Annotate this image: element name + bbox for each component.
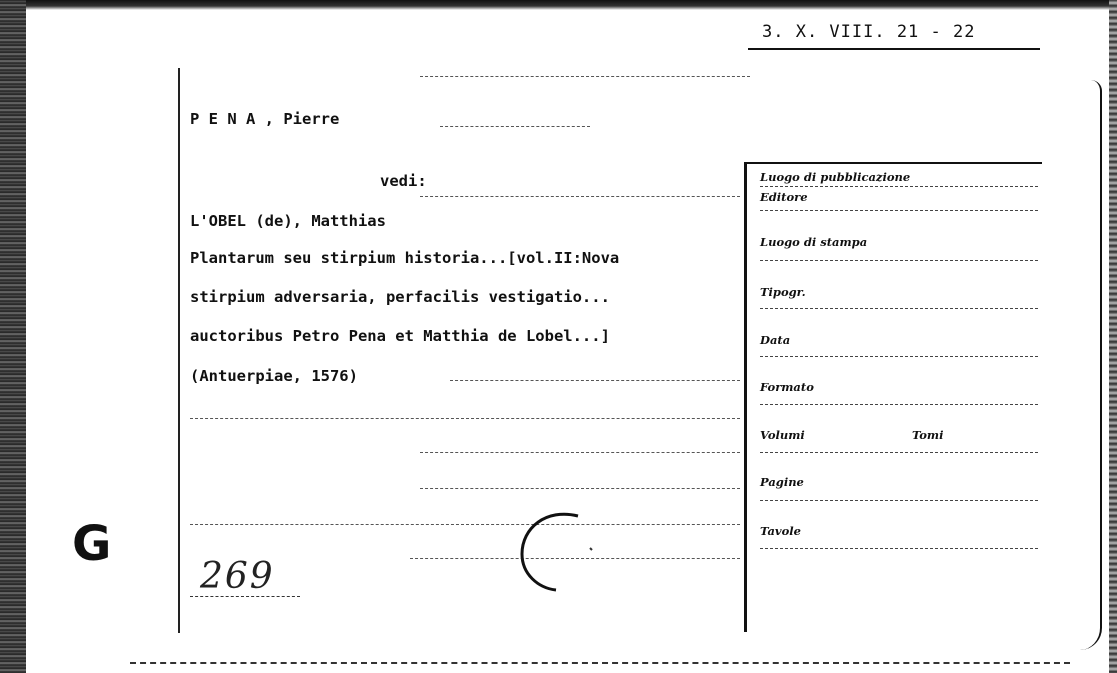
bottom-edge-dots xyxy=(130,662,1070,664)
main-heading: P E N A , Pierre xyxy=(190,110,340,128)
scan-left-edge xyxy=(0,0,26,673)
dotted-guide xyxy=(420,452,740,453)
scan-top-edge xyxy=(0,0,1117,10)
field-label-tipografo: Tipogr. xyxy=(760,285,806,299)
field-label-tomi: Tomi xyxy=(912,428,944,442)
see-also-label: vedi: xyxy=(380,172,427,190)
left-margin-rule xyxy=(178,68,180,633)
dotted-guide xyxy=(450,380,740,381)
section-letter: G xyxy=(72,516,112,572)
field-label-luogo-stampa: Luogo di stampa xyxy=(760,235,868,249)
dotted-guide xyxy=(190,524,740,525)
field-label-tavole: Tavole xyxy=(760,524,801,538)
reference-rule xyxy=(748,48,1040,50)
catalog-line: (Antuerpiae, 1576) xyxy=(190,367,358,385)
field-label-pagine: Pagine xyxy=(760,475,804,489)
dotted-guide xyxy=(420,488,740,489)
field-label-luogo-pubblicazione: Luogo di pubblicazione xyxy=(760,170,911,184)
field-line xyxy=(760,356,1038,357)
punch-hole-icon xyxy=(516,508,600,592)
panel-divider-rule xyxy=(744,162,747,632)
field-label-data: Data xyxy=(760,333,791,347)
field-label-formato: Formato xyxy=(760,380,814,394)
handwritten-number: 269 xyxy=(200,556,275,597)
dotted-guide xyxy=(440,126,590,127)
field-line xyxy=(760,308,1038,309)
field-line xyxy=(760,452,1038,453)
card-reference: 3. X. VIII. 21 - 22 xyxy=(762,22,976,42)
field-line xyxy=(760,210,1038,211)
field-line xyxy=(760,186,1038,187)
field-line xyxy=(760,404,1038,405)
handwritten-number-rule xyxy=(190,596,300,597)
field-line xyxy=(760,500,1038,501)
field-label-editore: Editore xyxy=(760,190,808,204)
panel-top-rule xyxy=(746,162,1042,164)
catalog-line: L'OBEL (de), Matthias xyxy=(190,212,386,230)
right-bracket xyxy=(1080,80,1102,650)
dotted-guide xyxy=(420,196,740,197)
dotted-guide xyxy=(190,418,740,419)
dotted-guide xyxy=(420,76,750,77)
field-label-volumi: Volumi xyxy=(760,428,805,442)
field-line xyxy=(760,548,1038,549)
catalog-line: Plantarum seu stirpium historia...[vol.II:Nova xyxy=(190,249,620,267)
scan-right-edge xyxy=(1109,0,1117,673)
field-line xyxy=(760,260,1038,261)
catalog-line: auctoribus Petro Pena et Matthia de Lobel...] xyxy=(190,327,610,345)
catalog-line: stirpium adversaria, perfacilis vestigatio... xyxy=(190,288,610,306)
